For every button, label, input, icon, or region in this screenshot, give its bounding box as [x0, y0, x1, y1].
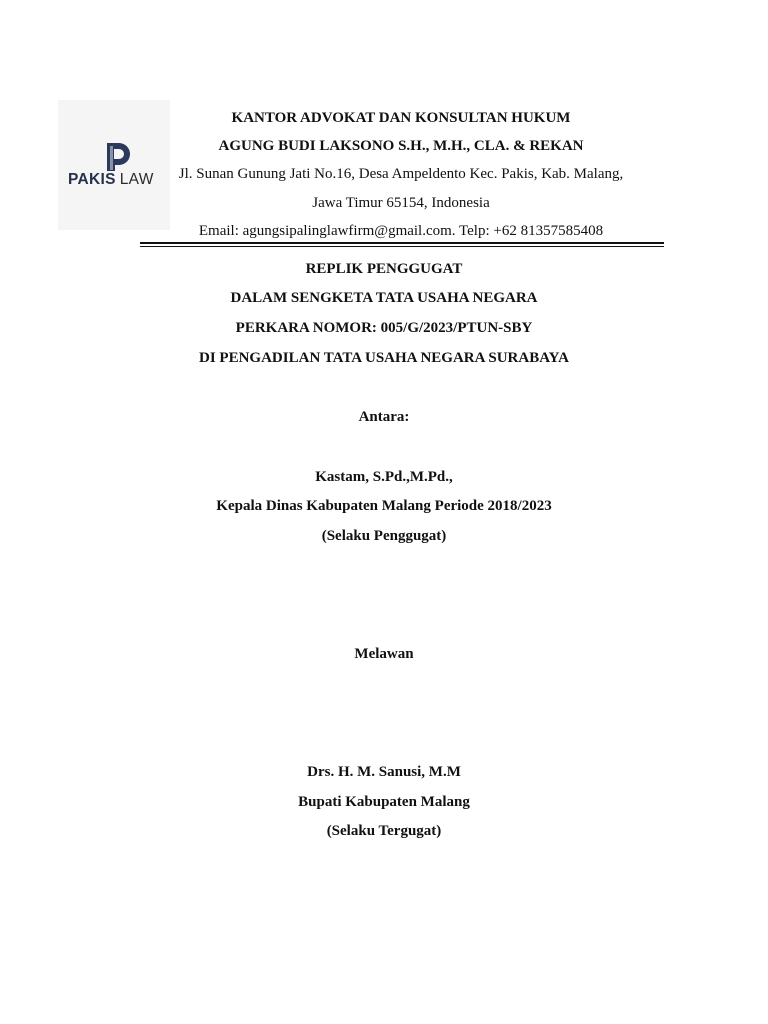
- court-name: DI PENGADILAN TATA USAHA NEGARA SURABAYA: [199, 350, 569, 366]
- contact-line: Email: agungsipalinglawfirm@gmail.com. Telp: +62 81357585408: [198, 223, 604, 239]
- firm-partners: AGUNG BUDI LAKSONO S.H., M.H., CLA. & REKAN: [218, 138, 584, 154]
- document-title: REPLIK PENGGUGAT: [305, 261, 463, 277]
- versus-label: Melawan: [354, 646, 414, 662]
- logo-word-law: LAW: [119, 171, 154, 188]
- defendant-role: (Selaku Tergugat): [326, 823, 442, 839]
- logo-wordmark: [68, 171, 154, 189]
- document-subtitle: DALAM SENGKETA TATA USAHA NEGARA: [230, 290, 538, 306]
- letterhead-divider-bottom: [140, 246, 664, 247]
- firm-logo: [58, 100, 170, 230]
- address-line-2: Jawa Timur 65154, Indonesia: [312, 195, 490, 211]
- firm-name: KANTOR ADVOKAT DAN KONSULTAN HUKUM: [231, 110, 571, 126]
- defendant-name: Drs. H. M. Sanusi, M.M: [307, 764, 461, 780]
- logo-word-pakis: PAKIS: [68, 171, 116, 188]
- plaintiff-name: Kastam, S.Pd.,M.Pd.,: [315, 469, 453, 485]
- between-label: Antara:: [358, 409, 410, 425]
- plaintiff-role: (Selaku Penggugat): [321, 528, 447, 544]
- address-line-1: Jl. Sunan Gunung Jati No.16, Desa Ampeldento Kec. Pakis, Kab. Malang,: [178, 166, 624, 182]
- case-number: PERKARA NOMOR: 005/G/2023/PTUN-SBY: [235, 320, 533, 336]
- defendant-position: Bupati Kabupaten Malang: [298, 794, 470, 810]
- letterhead-divider-top: [140, 242, 664, 244]
- p-monogram-icon: [104, 142, 132, 172]
- plaintiff-position: Kepala Dinas Kabupaten Malang Periode 2018/2023: [216, 498, 552, 514]
